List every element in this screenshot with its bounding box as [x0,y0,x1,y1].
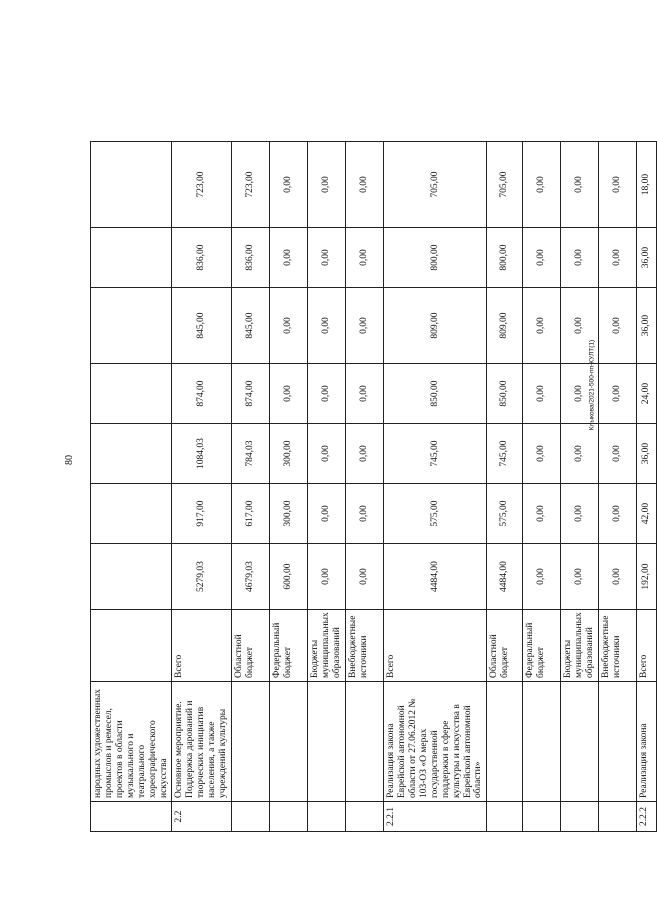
value-cell: 617,00 [232,484,270,544]
funding-source: Внебюджетные источники [346,610,384,682]
row-id: 2.2 [172,802,232,832]
row-name: Основное мероприятие. Поддержка дарований и творческих инициатив населения, а также учреждений культуры [172,682,232,802]
value-cell: 0,00 [523,142,561,228]
row-name [561,682,599,802]
value-cell: 874,00 [172,364,232,424]
row-id: 2.2.1 [384,802,487,832]
table-row [561,142,599,832]
table-row [487,142,523,832]
value-cell: 0,00 [346,142,384,228]
funding-source: Областной бюджет [487,610,523,682]
value-cell: 874,00 [232,364,270,424]
value-cell: 575,00 [487,484,523,544]
funding-source: Внебюджетные источники [599,610,637,682]
value-cell: 705,00 [487,142,523,228]
value-cell: 1084,03 [172,424,232,484]
value-cell: 0,00 [561,544,599,610]
value-cell [91,228,172,288]
stamp-text: Клыкова/2021-500-пп-КУЛТ(1) [588,339,596,431]
page-number: 80 [64,455,75,465]
value-cell: 0,00 [308,544,346,610]
value-cell: 745,00 [384,424,487,484]
table-row [384,142,487,832]
value-cell: 0,00 [270,142,308,228]
value-cell: 0,00 [523,364,561,424]
value-cell: 0,00 [523,424,561,484]
value-cell: 723,00 [172,142,232,228]
value-cell: 36,00 [637,228,657,288]
funding-source: Федеральный бюджет [270,610,308,682]
value-cell: 0,00 [346,424,384,484]
table-row [523,142,561,832]
row-id [599,802,637,832]
value-cell: 0,00 [561,228,599,288]
value-cell: 836,00 [172,228,232,288]
funding-source: Бюджеты муниципальных образований [561,610,599,682]
row-name [523,682,561,802]
value-cell: 836,00 [232,228,270,288]
value-cell: 0,00 [561,364,599,424]
value-cell: 0,00 [599,484,637,544]
row-name [487,682,523,802]
value-cell: 0,00 [599,544,637,610]
value-cell: 24,00 [637,364,657,424]
value-cell: 850,00 [384,364,487,424]
value-cell [91,484,172,544]
value-cell: 0,00 [599,364,637,424]
table-row [232,142,270,832]
funding-source: Всего [384,610,487,682]
value-cell: 0,00 [561,484,599,544]
value-cell [91,544,172,610]
value-cell: 4484,00 [487,544,523,610]
funding-source: Федеральный бюджет [523,610,561,682]
budget-table [90,141,657,832]
funding-source: Всего [637,610,657,682]
value-cell: 705,00 [384,142,487,228]
value-cell: 784,03 [232,424,270,484]
row-id [270,802,308,832]
value-cell: 36,00 [637,288,657,364]
value-cell: 0,00 [308,484,346,544]
value-cell: 0,00 [599,288,637,364]
table-row [172,142,232,832]
value-cell: 36,00 [637,424,657,484]
table-row [599,142,637,832]
value-cell: 0,00 [599,228,637,288]
value-cell: 575,00 [384,484,487,544]
row-id [487,802,523,832]
row-id [91,802,172,832]
value-cell: 0,00 [270,288,308,364]
value-cell [91,142,172,228]
value-cell: 42,00 [637,484,657,544]
value-cell: 800,00 [487,228,523,288]
row-name: Реализация закона Еврейской автономной области от 27.06.2012 № 103-ОЗ «О мерах государственной поддержки в сфере культуры и искусства в Еврейской автономной области» [384,682,487,802]
row-id [346,802,384,832]
row-name: Реализация закона [637,682,657,802]
row-id: 2.2.2 [637,802,657,832]
value-cell: 0,00 [561,142,599,228]
value-cell: 917,00 [172,484,232,544]
value-cell: 0,00 [270,228,308,288]
value-cell: 18,00 [637,142,657,228]
value-cell [91,424,172,484]
value-cell: 5279,03 [172,544,232,610]
value-cell: 0,00 [523,544,561,610]
value-cell: 0,00 [308,424,346,484]
value-cell: 809,00 [487,288,523,364]
value-cell: 0,00 [523,228,561,288]
row-name [232,682,270,802]
value-cell: 0,00 [346,544,384,610]
value-cell: 723,00 [232,142,270,228]
value-cell: 0,00 [346,288,384,364]
value-cell [91,364,172,424]
value-cell: 0,00 [561,424,599,484]
value-cell: 0,00 [346,364,384,424]
value-cell: 809,00 [384,288,487,364]
value-cell [91,288,172,364]
value-cell: 745,00 [487,424,523,484]
value-cell: 192,00 [637,544,657,610]
value-cell: 0,00 [308,228,346,288]
value-cell: 0,00 [346,228,384,288]
funding-source: Всего [172,610,232,682]
value-cell: 0,00 [308,142,346,228]
value-cell: 845,00 [232,288,270,364]
row-name [270,682,308,802]
value-cell: 300,00 [270,424,308,484]
row-name [599,682,637,802]
value-cell: 0,00 [308,364,346,424]
row-name [346,682,384,802]
value-cell: 600,00 [270,544,308,610]
funding-source [91,610,172,682]
table-row [308,142,346,832]
row-name: народных художественных промыслов и ремесел, проектов в области музыкального и театрального хореографического искусства [91,682,172,802]
funding-source: Областной бюджет [232,610,270,682]
value-cell: 4484,00 [384,544,487,610]
table-row [91,142,172,832]
row-name [308,682,346,802]
value-cell: 0,00 [346,484,384,544]
table-row [270,142,308,832]
value-cell: 4679,03 [232,544,270,610]
value-cell: 0,00 [599,424,637,484]
value-cell: 0,00 [523,288,561,364]
row-id [561,802,599,832]
value-cell: 0,00 [523,484,561,544]
value-cell: 0,00 [270,364,308,424]
value-cell: 850,00 [487,364,523,424]
table-row [346,142,384,832]
value-cell: 300,00 [270,484,308,544]
value-cell: 0,00 [308,288,346,364]
row-id [308,802,346,832]
row-id [232,802,270,832]
row-id [523,802,561,832]
funding-source: Бюджеты муниципальных образований [308,610,346,682]
value-cell: 0,00 [561,288,599,364]
table-row [637,142,657,832]
value-cell: 845,00 [172,288,232,364]
value-cell: 0,00 [599,142,637,228]
value-cell: 800,00 [384,228,487,288]
